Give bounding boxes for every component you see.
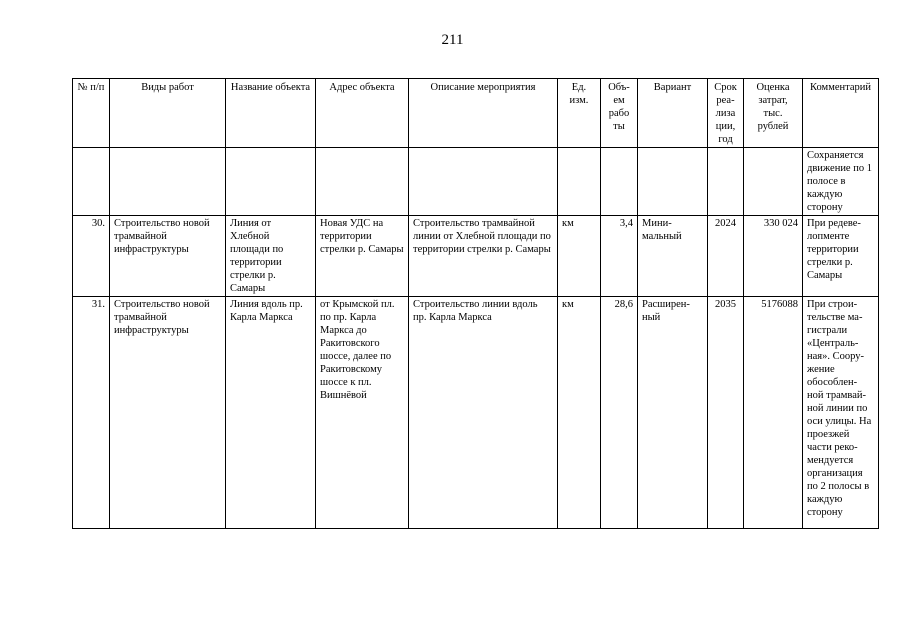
- cell-volume: 28,6: [601, 297, 638, 529]
- header-address: Адрес объекта: [316, 79, 409, 148]
- cell-work: Строительство новой трамвайной инфраструктуры: [110, 297, 226, 529]
- works-table: [72, 78, 879, 529]
- header-work: Виды работ: [110, 79, 226, 148]
- page-number: 211: [441, 32, 464, 48]
- cell-address: [316, 148, 409, 216]
- cell-address: от Крымской пл. по пр. Карла Маркса до Ракитовского шоссе, далее по Ракитовскому шоссе к пл. Вишнёвой: [316, 297, 409, 529]
- cell-description: Строительство трамвайной линии от Хлебной площади по территории стрелки р. Самары: [409, 216, 558, 297]
- table-row: [73, 216, 879, 297]
- cell-work: Строительство новой трамвайной инфраструктуры: [110, 216, 226, 297]
- cell-volume: 3,4: [601, 216, 638, 297]
- cell-cost: 330 024: [744, 216, 803, 297]
- cell-unit: [558, 148, 601, 216]
- table-row: [73, 148, 879, 216]
- cell-comment: При строи- тельстве ма- гистрали «Централь- ная». Соору- жение обособлен- ной трамвай- ной линии по оси улицы. На проезжей части реко- мендуется организация по 2 полосы в каждую сторону: [803, 297, 879, 529]
- cell-comment: Сохраняется движение по 1 полосе в каждую сторону: [803, 148, 879, 216]
- cell-num: 31.: [73, 297, 110, 529]
- cell-name: Линия от Хлебной площади по территории стрелки р. Самары: [226, 216, 316, 297]
- header-comment: Комментарий: [803, 79, 879, 148]
- header-name: Название объекта: [226, 79, 316, 148]
- cell-term: [708, 148, 744, 216]
- cell-name: Линия вдоль пр. Карла Маркса: [226, 297, 316, 529]
- cell-name: [226, 148, 316, 216]
- cell-variant: Мини- мальный: [638, 216, 708, 297]
- table-row: [73, 297, 879, 529]
- cell-comment: При редеве- лопменте территории стрелки р. Самары: [803, 216, 879, 297]
- cell-volume: [601, 148, 638, 216]
- cell-variant: [638, 148, 708, 216]
- cell-unit: км: [558, 297, 601, 529]
- cell-cost: 5176088: [744, 297, 803, 529]
- cell-term: 2024: [708, 216, 744, 297]
- header-num: № п/п: [73, 79, 110, 148]
- cell-num: 30.: [73, 216, 110, 297]
- header-cost: Оценка затрат, тыс. рублей: [744, 79, 803, 148]
- cell-cost: [744, 148, 803, 216]
- cell-unit: км: [558, 216, 601, 297]
- cell-description: Строительство линии вдоль пр. Карла Маркса: [409, 297, 558, 529]
- header-volume: Объ- ем рабо ты: [601, 79, 638, 148]
- table-header-row: [73, 79, 879, 148]
- header-variant: Вариант: [638, 79, 708, 148]
- cell-num: [73, 148, 110, 216]
- cell-term: 2035: [708, 297, 744, 529]
- cell-description: [409, 148, 558, 216]
- cell-work: [110, 148, 226, 216]
- header-description: Описание мероприятия: [409, 79, 558, 148]
- header-unit: Ед. изм.: [558, 79, 601, 148]
- header-term: Срок реа- лиза ции, год: [708, 79, 744, 148]
- cell-address: Новая УДС на территории стрелки р. Самары: [316, 216, 409, 297]
- cell-variant: Расширен- ный: [638, 297, 708, 529]
